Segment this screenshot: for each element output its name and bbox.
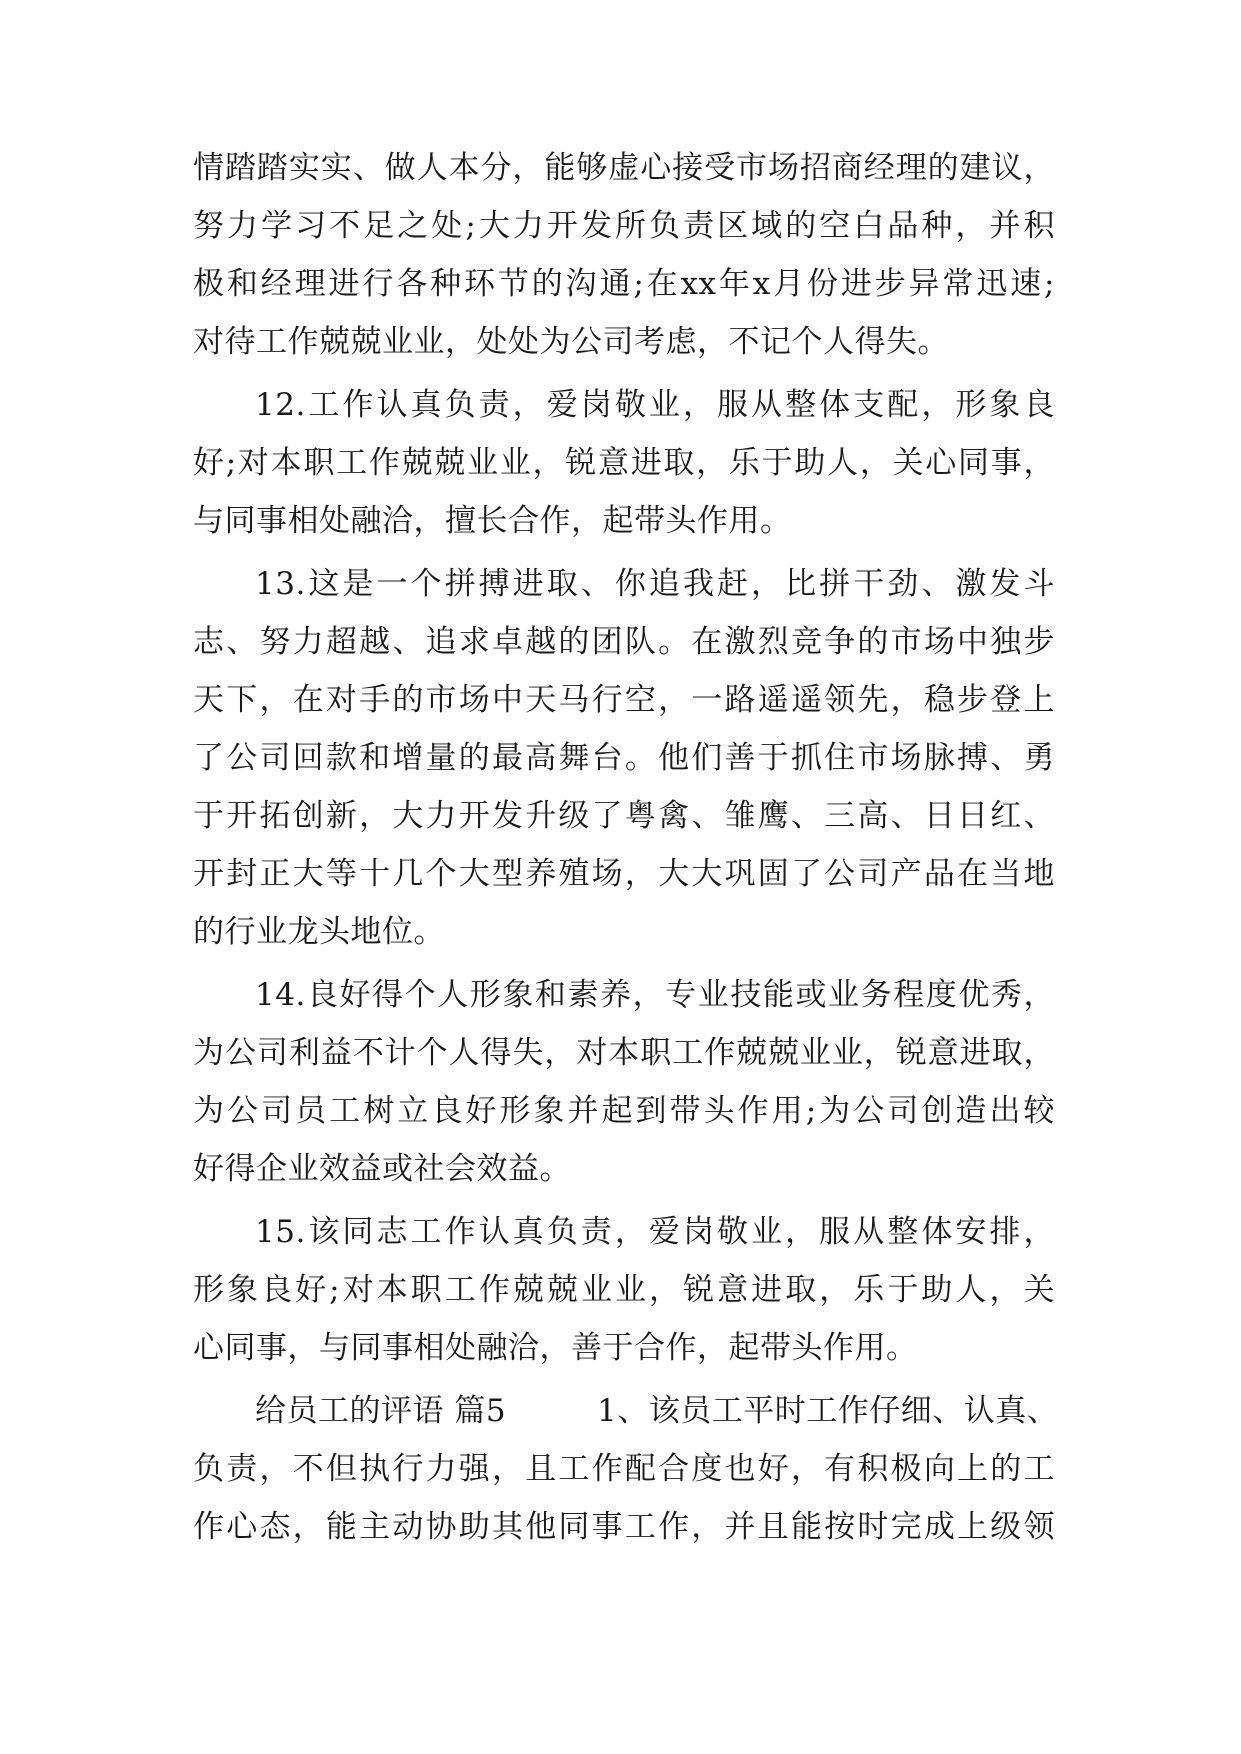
paragraph-line: 努力学习不足之处;大力开发所负责区域的空白品种，并积 [193, 208, 1055, 244]
paragraph-line: 好得企业效益或社会效益。 [193, 1151, 571, 1187]
paragraph-line: 了公司回款和增量的最高舞台。他们善于抓住市场脉搏、勇 [193, 740, 1055, 776]
paragraph-line: 的行业龙头地位。 [193, 914, 445, 950]
paragraph-line: 为公司员工树立良好形象并起到带头作用;为公司创造出较 [193, 1093, 1055, 1129]
paragraph-line: 为公司利益不计个人得失，对本职工作兢兢业业，锐意进取， [193, 1035, 1055, 1071]
paragraph-line: 心同事，与同事相处融洽，善于合作，起带头作用。 [193, 1330, 918, 1366]
section-heading-row [255, 1381, 1059, 1441]
paragraph-line: 形象良好;对本职工作兢兢业业，锐意进取，乐于助人，关 [193, 1272, 1055, 1308]
paragraph-line: 13.这是一个拼搏进取、你追我赶，比拼干劲、激发斗 [255, 566, 1055, 602]
paragraph-line: 作心态，能主动协助其他同事工作，并且能按时完成上级领 [193, 1509, 1055, 1545]
paragraph-line: 好;对本职工作兢兢业业，锐意进取，乐于助人，关心同事， [193, 445, 1055, 481]
paragraph-line: 15.该同志工作认真负责，爱岗敬业，服从整体安排， [255, 1214, 1055, 1250]
paragraph-line: 1、该员工平时工作仔细、认真、 [597, 1393, 1059, 1429]
paragraph-line: 极和经理进行各种环节的沟通;在xx年x月份进步异常迅速; [193, 266, 1055, 302]
paragraph-line: 天下，在对手的市场中天马行空，一路遥遥领先，稳步登上 [193, 682, 1055, 718]
paragraph-line: 对待工作兢兢业业，处处为公司考虑，不记个人得失。 [193, 324, 949, 360]
paragraph-line: 14.良好得个人形象和素养，专业技能或业务程度优秀， [255, 977, 1055, 1013]
paragraph-line: 与同事相处融洽，擅长合作，起带头作用。 [193, 503, 792, 539]
paragraph-line: 12.工作认真负责，爱岗敬业，服从整体支配，形象良 [255, 387, 1055, 423]
paragraph-line: 负责，不但执行力强，且工作配合度也好，有积极向上的工 [193, 1451, 1055, 1487]
paragraph-line: 开封正大等十几个大型养殖场，大大巩固了公司产品在当地 [193, 856, 1055, 892]
paragraph-line: 志、努力超越、追求卓越的团队。在激烈竞争的市场中独步 [193, 624, 1055, 660]
paragraph-line: 于开拓创新，大力开发升级了粤禽、雏鹰、三高、日日红、 [193, 798, 1055, 834]
section-title: 给员工的评语 篇5 [255, 1393, 507, 1429]
paragraph-line: 情踏踏实实、做人本分，能够虚心接受市场招商经理的建议， [193, 150, 1055, 186]
